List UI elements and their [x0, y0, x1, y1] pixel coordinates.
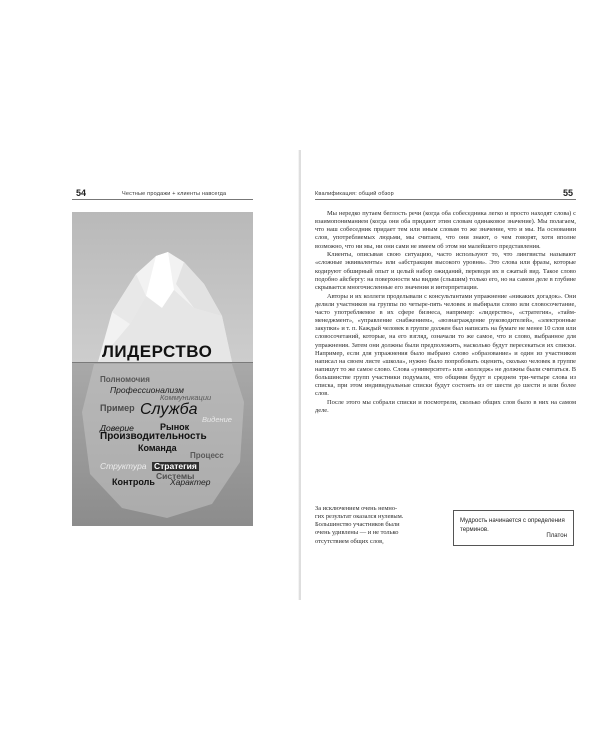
- body-paragraph: Мы нередко путаем беглость речи (когда оба собеседника легко и просто находят слова) с взаимопониманием (когда они оба придают этим словам одинаковое значение). Мы полагаем, что наш собеседник придает тем или иным словам то же значение, что и мы. На основании слов, употребляемых людьми, мы считаем, что они знают, о чем говорят, хотя вполне возможно, что ни мы, ни они сами не имеем об этом ни малейшего представления.: [315, 210, 576, 250]
- quote-text: Мудрость начинается с определения терминов.: [460, 517, 565, 533]
- narrow-line: За исключением очень немно-: [315, 505, 398, 512]
- left-header-rule: [72, 199, 253, 200]
- body-paragraph: После этого мы собрали списки и посмотрели, сколько общих слов было в них на самом деле.: [315, 399, 576, 415]
- figure-word: Профессионализм: [110, 385, 184, 395]
- left-page-number: 54: [76, 188, 87, 198]
- figure-word: Стратегия: [154, 461, 197, 471]
- figure-word: Структура: [100, 461, 147, 471]
- body-paragraph: Клиенты, описывая свою ситуацию, часто используют то, что лингвисты называют «сложные эквиваленты» или «абстракции высокого уровня». Это слова или фразы, которые кодируют обширный опыт и целый набор ожиданий, переводя их в сжатый вид. Такое слово подобно айсбергу: на поверхности мы видим (слышим) только его, но на самом деле в глубине скрывается многочисленные его значения и интерпретации.: [315, 251, 576, 291]
- iceberg-figure: [72, 212, 253, 526]
- figure-word: Процесс: [190, 451, 224, 460]
- left-running-head: Честные продажи + клиенты навсегда: [122, 191, 227, 197]
- figure-word: Системы: [156, 471, 195, 481]
- figure-word: Контроль: [112, 477, 155, 487]
- quote-box: [453, 510, 574, 546]
- figure-word: Коммуникации: [160, 393, 212, 402]
- right-page-number: 55: [563, 188, 574, 198]
- narrow-line: гих результат оказался нулевым.: [315, 513, 404, 521]
- left-page: [0, 0, 299, 750]
- narrow-paragraph: [315, 505, 445, 546]
- figure-word: Служба: [140, 401, 198, 418]
- figure-word: Пример: [100, 403, 135, 413]
- body-text: [315, 210, 576, 416]
- figure-title-word: ЛИДЕРСТВО: [102, 342, 213, 361]
- right-header-rule: [315, 199, 576, 200]
- figure-word: Команда: [138, 443, 177, 453]
- figure-word: Рынок: [160, 422, 190, 432]
- figure-word: Видение: [202, 415, 232, 424]
- narrow-line: очень удивлены — и не только: [315, 529, 399, 537]
- right-running-head: Квалификация: общий обзор: [315, 191, 394, 197]
- narrow-line: Большинство участников были: [315, 521, 400, 529]
- figure-word: Полномочия: [100, 375, 150, 384]
- figure-word: Производительность: [100, 431, 207, 442]
- figure-word: Доверие: [100, 423, 134, 433]
- body-paragraph: Авторы и их коллеги проделывали с консультантами упражнение «никаких догадок». Они делили участников на группы по четыре-пять человек и выбирали слово или словосочетание, часто употребляемое в их сфере бизнеса, например: «лидерство», «стратегия», «тайм-менеджмент», «управление снабжением», «вознаграждение руководителей», «электронные закупки» и т. п. Каждый человек в группе должен был написать на бумаге не менее 10 слов или словосочетаний, которые, на его взгляд, означали то же самое, что и слово, выбранное для упражнения. Затем они должны были предположить, насколько будут пересекаться их списки. Например, если для упражнения было выбрано слово «образование» и один из участников написал на своем листе «школа», нужно было попробовать оценить, сколько человек в группе напишут то же самое слово. Слова «университет» или «колледж» не должны были считаться. В большинстве групп участники подумали, что общими будут в среднем три-четыре слова из списка, при этом индивидуальные списки будут состоять из от шести до шести и или более слов.: [315, 292, 576, 398]
- right-page: [301, 0, 600, 750]
- quote-author: Платон: [546, 531, 567, 539]
- narrow-line: отсутствием общих слов,: [315, 537, 384, 545]
- figure-word: Характер: [170, 477, 211, 487]
